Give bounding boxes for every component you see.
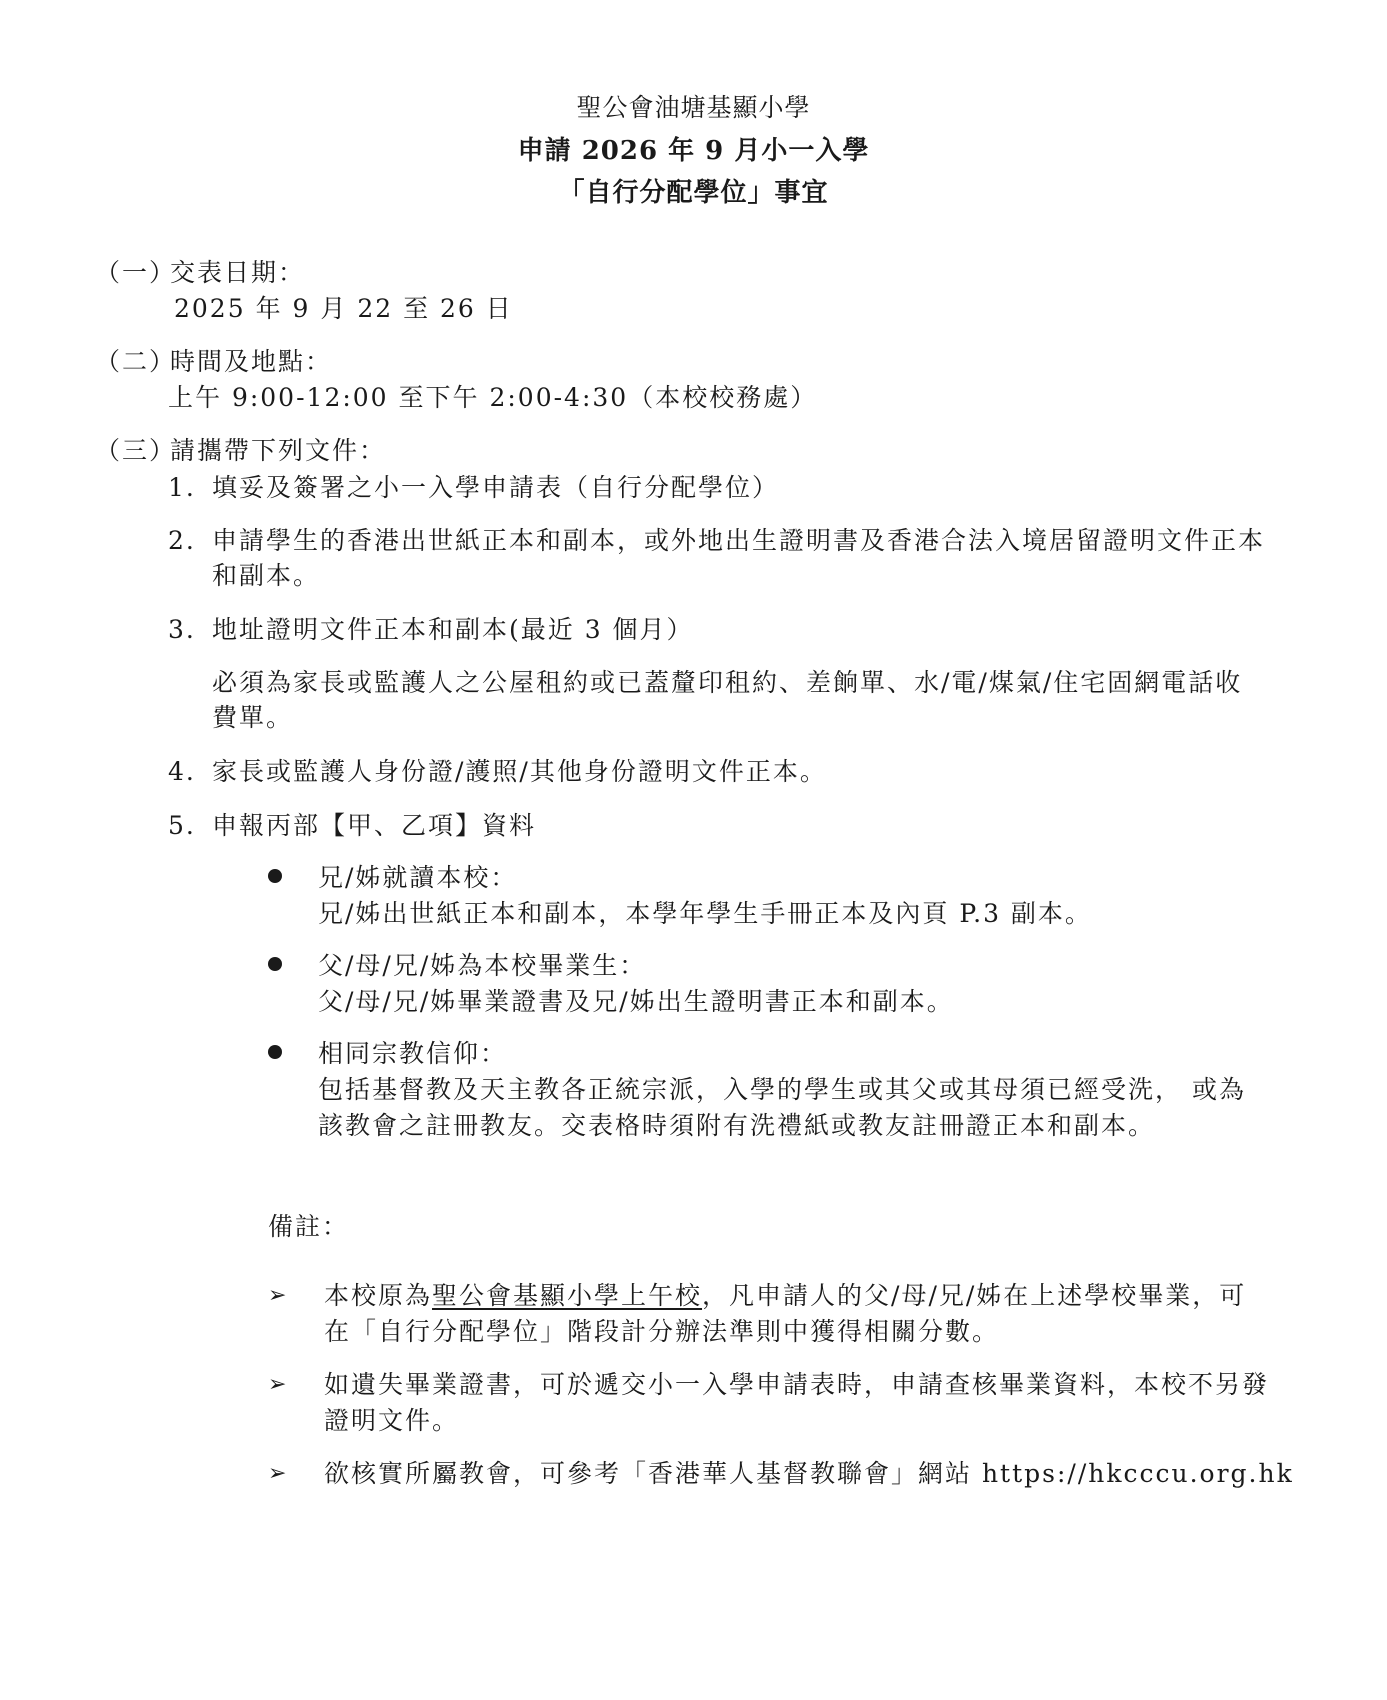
note-1-line1	[324, 1278, 1246, 1314]
item-3-text: 地址證明文件正本和副本(最近 3 個月）	[212, 615, 694, 644]
item-2-text-line1: 申請學生的香港出世紙正本和副本，或外地出生證明書及香港合法入境居留證明文件正本	[212, 526, 1266, 555]
bullet-1-text: 兄/姊出世紙正本和副本，本學年學生手冊正本及內頁 P.3 副本。	[318, 899, 1092, 928]
item-5-number: 5.	[168, 811, 196, 840]
item-1-text: 填妥及簽署之小一入學申請表（自行分配學位）	[212, 473, 780, 502]
bullet-3-text-line1: 包括基督教及天主教各正統宗派，入學的學生或其父或其母須已經受洗， 或為	[318, 1075, 1246, 1104]
section3-heading: 請攜帶下列文件：	[170, 436, 387, 465]
bullet-3-text-line2: 該教會之註冊教友。交表格時須附有洗禮紙或教友註冊證正本和副本。	[318, 1111, 1156, 1140]
school-name: 聖公會油塘基顯小學	[576, 93, 811, 122]
section2-number: （二）	[95, 347, 177, 376]
bullet-1-heading: 兄/姊就讀本校：	[318, 863, 518, 892]
notes-heading: 備註：	[268, 1212, 350, 1241]
document-subtitle: 「自行分配學位」事宜	[558, 178, 829, 208]
item-3-number: 3.	[168, 615, 196, 644]
note-1-pre: 本校原為	[324, 1281, 433, 1310]
note-2-arrow-icon: ➢	[268, 1372, 287, 1397]
item-5-text: 申報丙部【甲、乙項】資料	[212, 811, 537, 840]
item-3-extra-line1: 必須為家長或監護人之公屋租約或已蓋釐印租約、差餉單、水/電/煤氣/住宅固網電話收	[212, 668, 1243, 697]
note-3-arrow-icon: ➢	[268, 1461, 287, 1486]
document-title: 申請 2026 年 9 月小一入學	[517, 136, 870, 166]
item-3-extra-line2: 費單。	[212, 703, 294, 732]
bullet-2-text: 父/母/兄/姊畢業證書及兄/姊出生證明書正本和副本。	[318, 987, 954, 1016]
section3-number: （三）	[95, 436, 177, 465]
item-1-number: 1.	[168, 473, 196, 502]
section1-heading: 交表日期：	[170, 258, 306, 287]
note-1-underlined-school: 聖公會基顯小學上午校	[432, 1281, 703, 1310]
bullet-3-heading: 相同宗教信仰：	[318, 1039, 508, 1068]
note-1-post: ，凡申請人的父/母/兄/姊在上述學校畢業，可	[702, 1281, 1247, 1310]
bullet-1-dot	[268, 869, 282, 883]
bullet-2-heading: 父/母/兄/姊為本校畢業生：	[318, 951, 647, 980]
note-3-line1: 欲核實所屬教會，可參考「香港華人基督教聯會」網站 https://hkcccu.org.hk	[324, 1459, 1294, 1488]
item-2-text-line2: 和副本。	[212, 561, 321, 590]
bullet-2-dot	[268, 957, 282, 971]
section2-heading: 時間及地點：	[170, 347, 333, 376]
section1-value: 2025 年 9 月 22 至 26 日	[174, 294, 513, 323]
bullet-3-dot	[268, 1045, 282, 1059]
section2-value: 上午 9:00-12:00 至下午 2:00-4:30（本校校務處）	[168, 383, 818, 412]
note-2-line1: 如遺失畢業證書，可於遞交小一入學申請表時，申請查核畢業資料，本校不另發	[324, 1370, 1270, 1399]
item-4-number: 4.	[168, 757, 196, 786]
item-2-number: 2.	[168, 526, 196, 555]
item-4-text: 家長或監護人身份證/護照/其他身份證明文件正本。	[212, 757, 827, 786]
note-2-line2: 證明文件。	[324, 1406, 460, 1435]
note-1-line2: 在「自行分配學位」階段計分辦法準則中獲得相關分數。	[324, 1317, 1000, 1346]
section1-number: （一）	[95, 258, 177, 287]
note-1-arrow-icon: ➢	[268, 1283, 287, 1308]
